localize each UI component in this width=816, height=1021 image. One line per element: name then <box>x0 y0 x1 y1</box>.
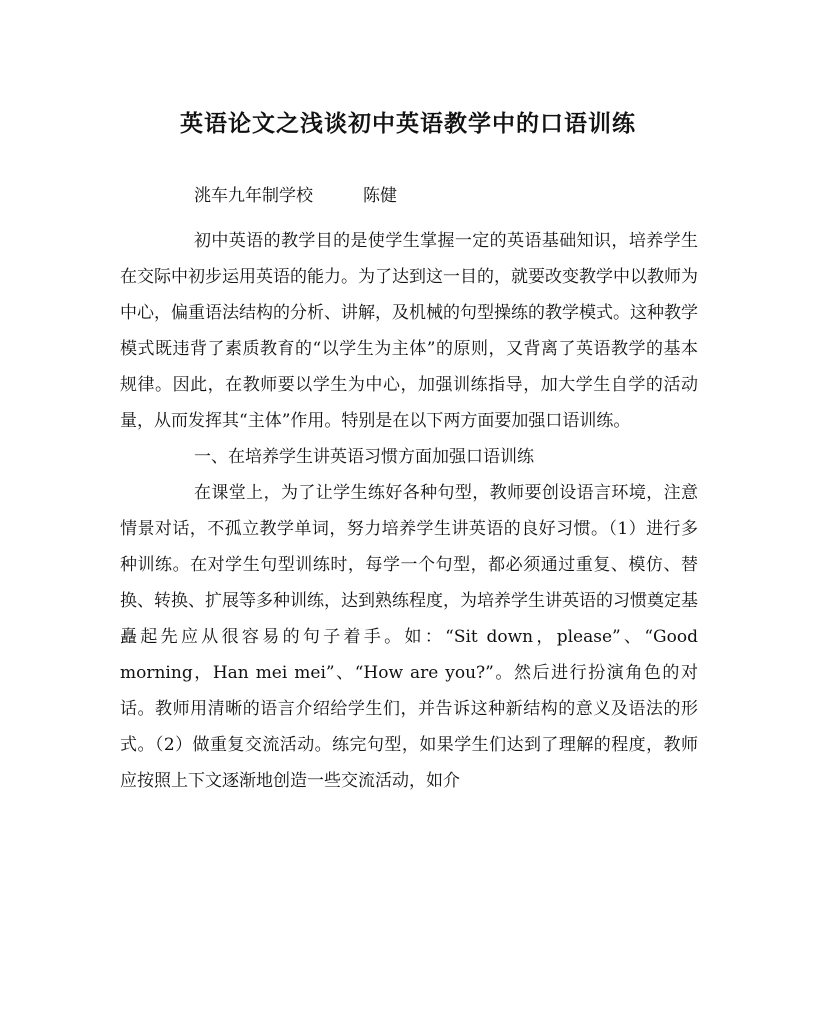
paragraph-classroom: 在课堂上，为了让学生练好各种句型，教师要创设语言环境，注意情景对话，不孤立教学单词，努力培养学生讲英语的良好习惯。（1）进行多种训练。在对学生句型训练时，每学一个句型，都必须通过重复、模仿、替换、转换、扩展等多种训练，达到熟练程度，为培养学生讲英语的习惯奠定基矗起先应从很容易的句子着手。如：“Sit down，please”、“Good morning，Han mei mei”、“How are you?”。然后进行扮演角色的对话。教师用清晰的语言介绍给学生们，并告诉这种新结构的意义及语法的形式。（2）做重复交流活动。练完句型，如果学生们达到了理解的程度，教师应按照上下文逐渐地创造一些交流活动，如介 <box>120 483 698 791</box>
author-name: 陈健 <box>363 186 397 206</box>
document-body <box>120 223 698 799</box>
school-name: 洮车九年制学校 <box>194 186 313 206</box>
section-heading: 一、在培养学生讲英语习惯方面加强口语训练 <box>194 447 534 467</box>
document-title: 英语论文之浅谈初中英语教学中的口语训练 <box>180 110 636 137</box>
paragraph-intro: 初中英语的教学目的是使学生掌握一定的英语基础知识，培养学生在交际中初步运用英语的能力。为了达到这一目的，就要改变教学中以教师为中心，偏重语法结构的分析、讲解，及机械的句型操练的教学模式。这种教学模式既违背了素质教育的“以学生为主体”的原则，又背离了英语教学的基本规律。因此，在教师要以学生为中心，加强训练指导，加大学生自学的活动量，从而发挥其“主体”作用。特别是在以下两方面要加强口语训练。 <box>120 231 698 431</box>
byline <box>194 184 397 208</box>
